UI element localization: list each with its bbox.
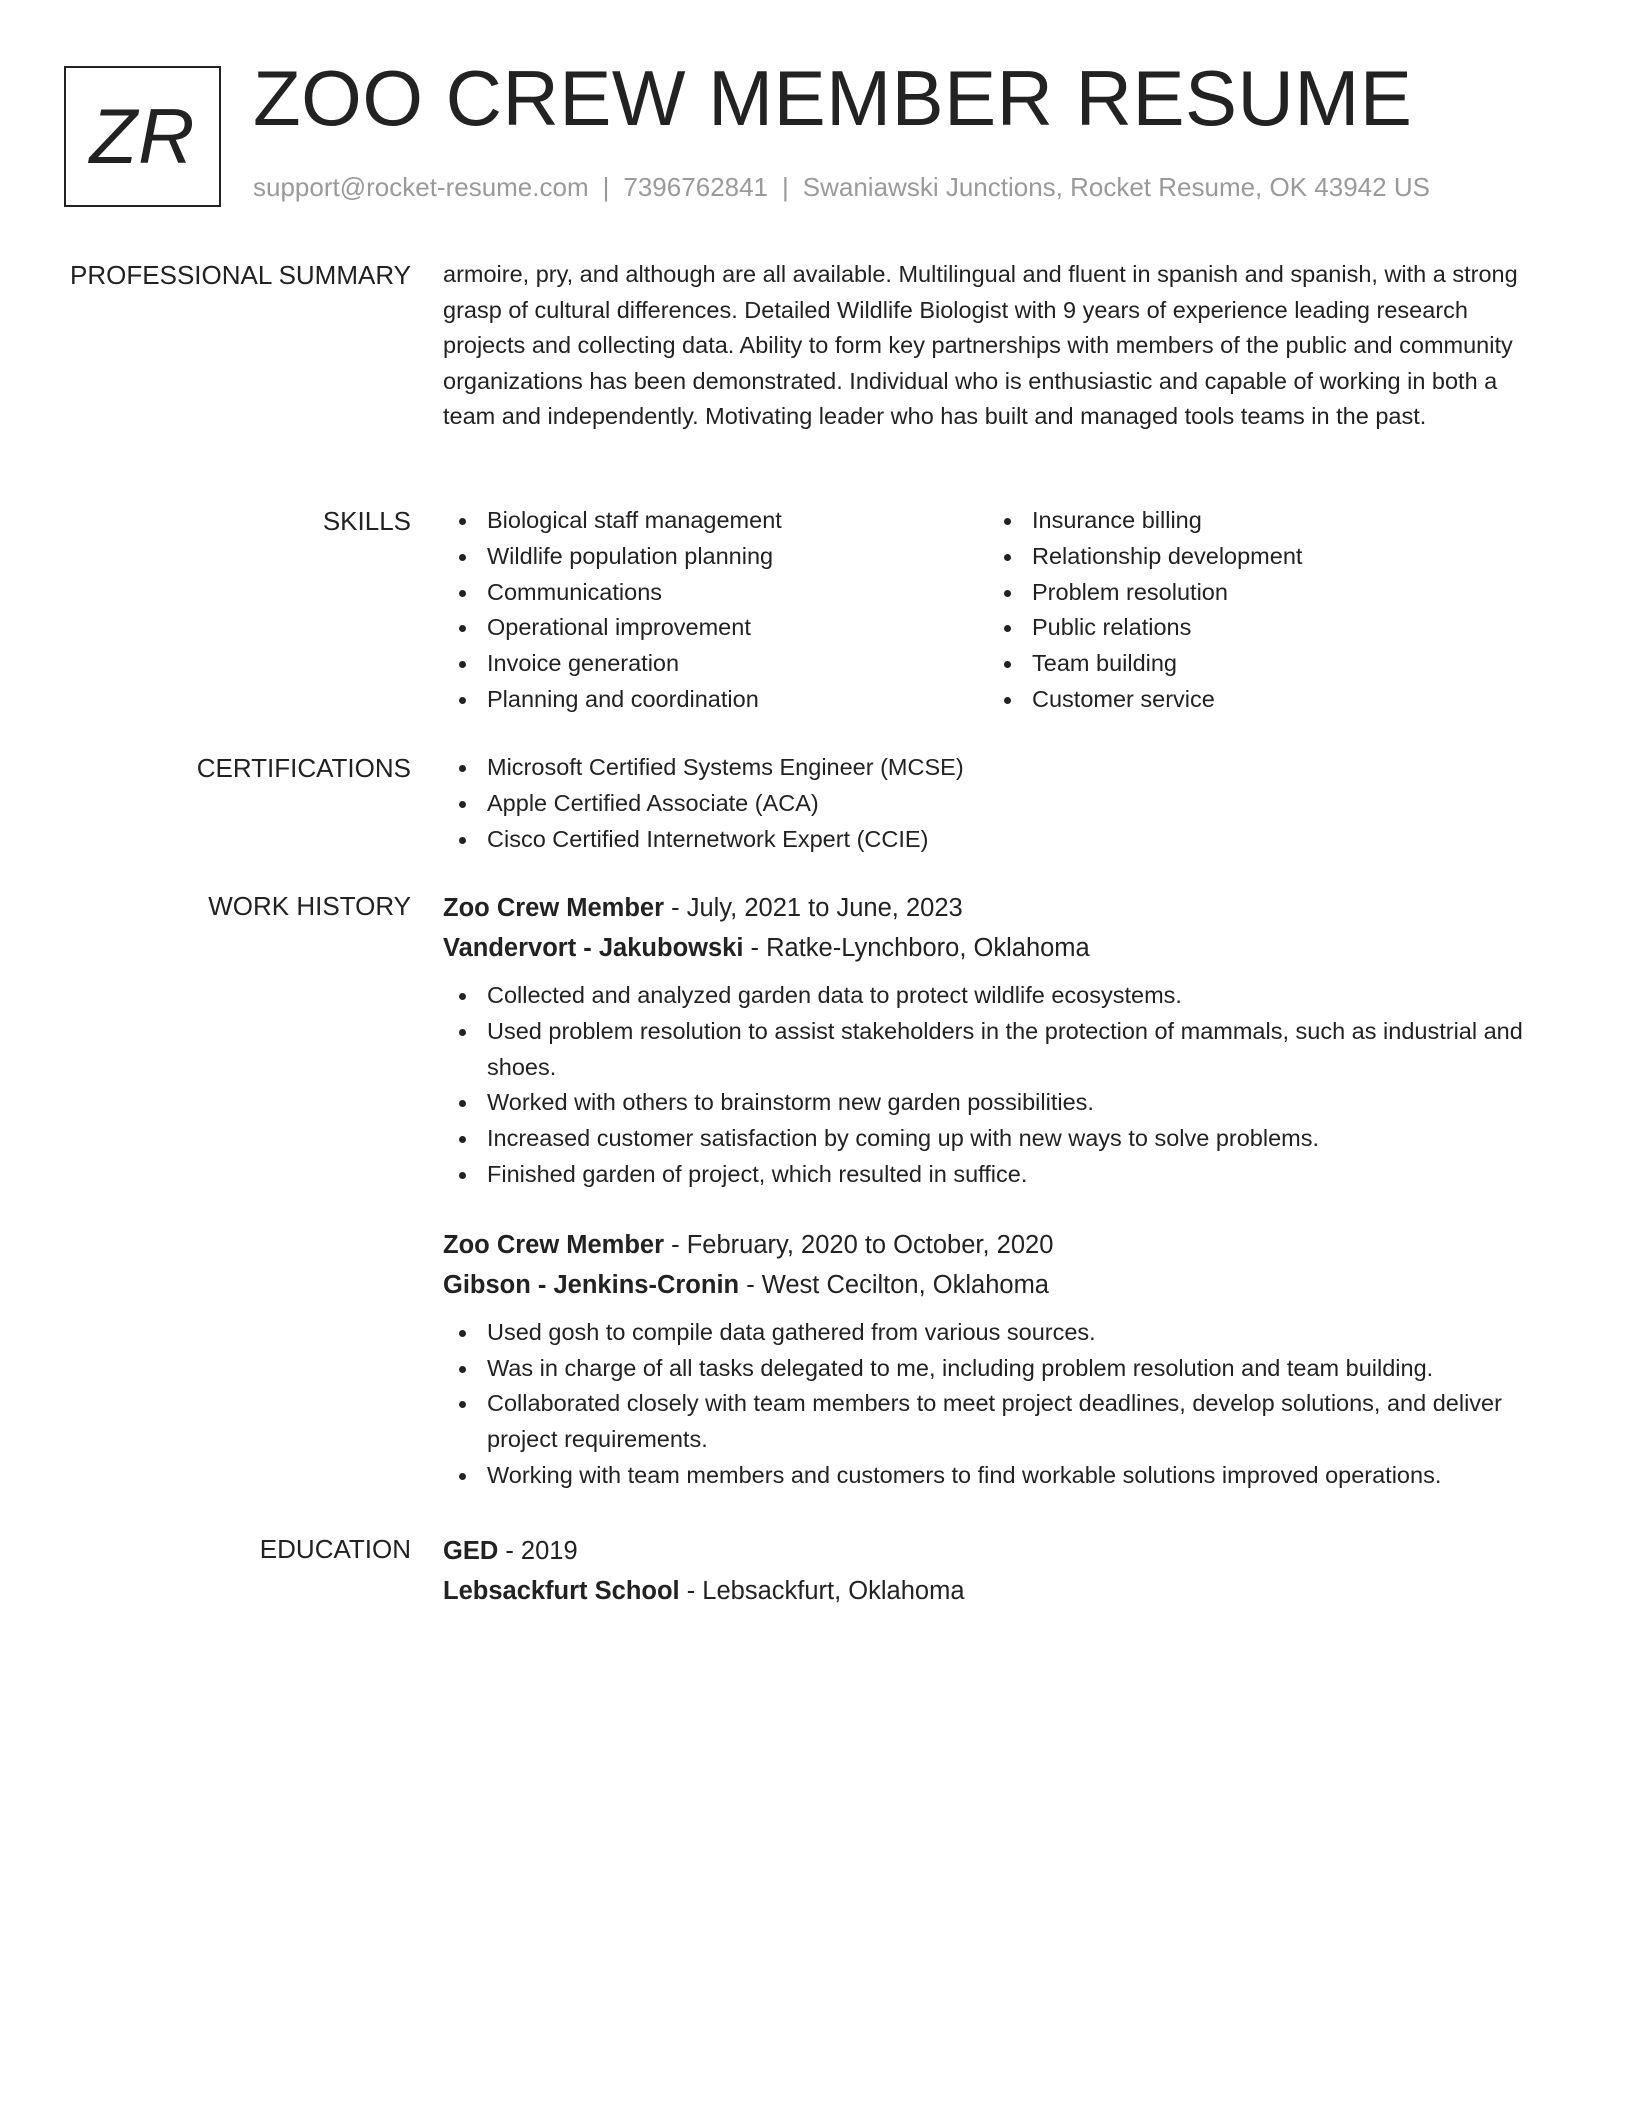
skill-item: Operational improvement [443,610,988,646]
skill-item: Biological staff management [443,503,988,539]
job-company: Vandervort - Jakubowski [443,934,744,962]
job-duties-list [443,978,1553,1193]
job-duty-item: Collected and analyzed garden data to protect wildlife ecosystems. [443,978,1553,1014]
job-title: Zoo Crew Member [443,1230,665,1259]
certification-item: Microsoft Certified Systems Engineer (MCSE) [443,750,1553,786]
job-company-line [443,928,1553,968]
education-degree: GED [443,1537,499,1565]
section-label-work-history: WORK HISTORY [208,891,411,921]
job-location: - West Cecilton, Oklahoma [739,1270,1049,1299]
certifications-list [443,750,1553,857]
skills-list-right [988,503,1533,718]
job-dates: - February, 2020 to October, 2020 [664,1230,1054,1259]
education-location: - Lebsackfurt, Oklahoma [679,1577,965,1605]
contact-email: support@rocket-resume.com [253,172,589,202]
skill-item: Planning and coordination [443,682,988,718]
skill-item: Team building [988,646,1533,682]
certification-item: Cisco Certified Internetwork Expert (CCIE) [443,822,1553,858]
contact-address: Swaniawski Junctions, Rocket Resume, OK 43942 US [802,172,1430,202]
page-title: ZOO CREW MEMBER RESUME [253,54,1413,142]
job-duty-item: Collaborated closely with team members to meet project deadlines, develop solutions, and deliver project requirements. [443,1386,1553,1458]
skills-list-left [443,503,988,718]
section-label-skills: SKILLS [322,506,411,536]
skill-item: Relationship development [988,539,1533,575]
monogram-logo: ZR [64,66,221,207]
job-duty-item: Working with team members and customers to find workable solutions improved operations. [443,1458,1553,1494]
job-title-line [443,888,1553,928]
contact-phone: 7396762841 [623,172,768,202]
job-duty-item: Used problem resolution to assist stakeholders in the protection of mammals, such as industrial and shoes. [443,1014,1553,1086]
skills-body [443,503,1553,718]
education-degree-line [443,1531,1553,1571]
summary-body [443,257,1553,435]
job-duty-item: Was in charge of all tasks delegated to me, including problem resolution and team building. [443,1351,1553,1387]
contact-separator: | [602,172,610,202]
section-label-certifications: CERTIFICATIONS [196,753,411,783]
job-duty-item: Worked with others to brainstorm new garden possibilities. [443,1085,1553,1121]
job-duty-item: Used gosh to compile data gathered from various sources. [443,1315,1553,1351]
certifications-body [443,750,1553,857]
job-duties-list [443,1315,1553,1494]
job-company-line [443,1265,1553,1305]
section-label-summary: PROFESSIONAL SUMMARY [70,260,411,290]
skill-item: Problem resolution [988,575,1533,611]
skill-item: Customer service [988,682,1533,718]
section-label-education: EDUCATION [259,1534,411,1564]
job-duty-item: Finished garden of project, which resulted in suffice. [443,1157,1553,1193]
job-title-line [443,1225,1553,1265]
job-duty-item: Increased customer satisfaction by coming up with new ways to solve problems. [443,1121,1553,1157]
certification-item: Apple Certified Associate (ACA) [443,786,1553,822]
summary-text: armoire, pry, and although are all available. Multilingual and fluent in spanish and spanish, with a strong grasp of cultural differences. Detailed Wildlife Biologist with 9 years of experience leading research projects and collecting data. Ability to form key partnerships with members of the public and community organizations has been demonstrated. Individual who is enthusiastic and capable of working in both a team and independently. Motivating leader who has built and managed tools teams in the past. [443,261,1518,430]
contact-separator: | [782,172,789,202]
contact-line [253,172,1430,203]
skill-item: Invoice generation [443,646,988,682]
job-company: Gibson - Jenkins-Cronin [443,1270,740,1299]
skill-item: Insurance billing [988,503,1533,539]
skill-item: Wildlife population planning [443,539,988,575]
education-school: Lebsackfurt School [443,1577,680,1605]
job-location: - Ratke-Lynchboro, Oklahoma [743,934,1090,962]
job-entry [443,888,1553,1193]
job-title: Zoo Crew Member [443,894,665,922]
education-body [443,1531,1553,1611]
education-year: - 2019 [498,1537,578,1565]
work-history-body [443,888,1553,1494]
job-entry [443,1225,1553,1494]
job-dates: - July, 2021 to June, 2023 [664,894,963,922]
skill-item: Public relations [988,610,1533,646]
skill-item: Communications [443,575,988,611]
education-school-line [443,1571,1553,1611]
